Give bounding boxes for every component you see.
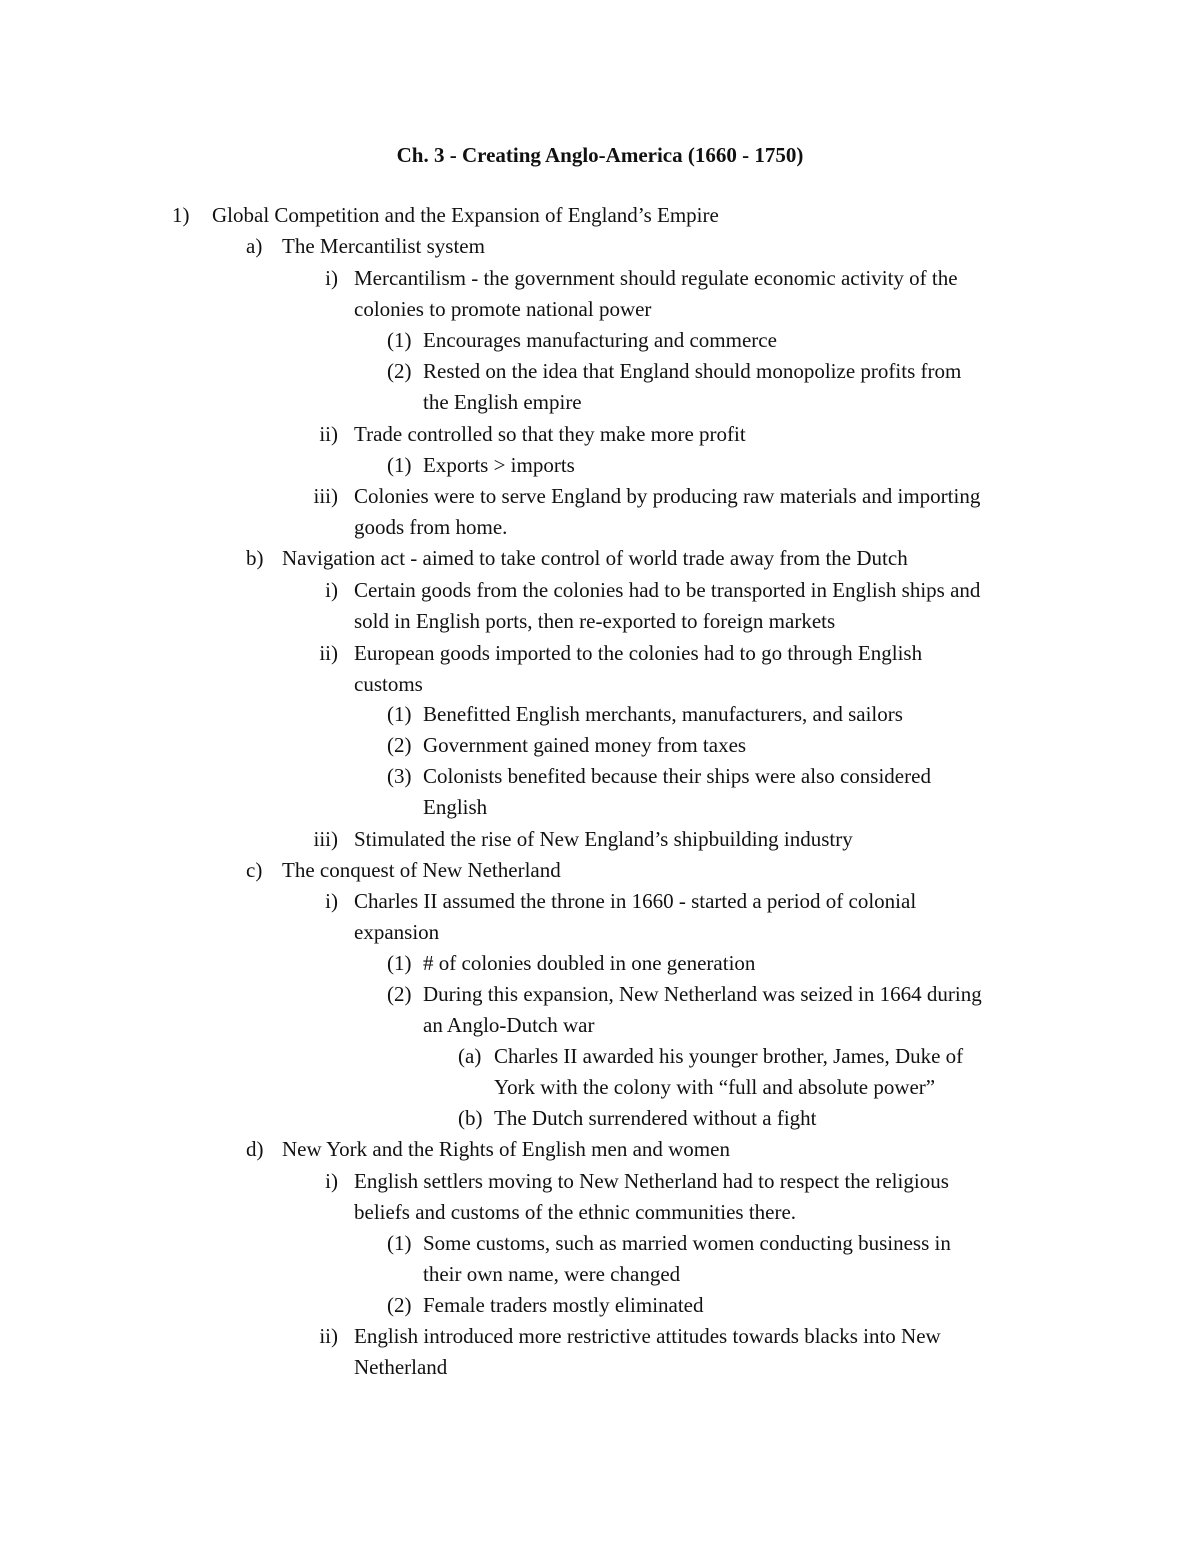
list-text: their own name, were changed xyxy=(423,1262,681,1286)
list-text: Trade controlled so that they make more profit xyxy=(354,422,746,446)
list-marker: i) xyxy=(325,578,338,602)
outline-line-continuation xyxy=(354,294,651,325)
list-text: customs xyxy=(354,672,423,696)
outline-line-level-5 xyxy=(458,1103,817,1134)
outline-line-continuation xyxy=(354,917,439,948)
list-text: Stimulated the rise of New England’s shipbuilding industry xyxy=(354,827,853,851)
list-marker: (2) xyxy=(387,982,412,1006)
list-text: # of colonies doubled in one generation xyxy=(423,951,756,975)
list-text: Mercantilism - the government should regulate economic activity of the xyxy=(354,266,958,290)
list-text: Colonists benefited because their ships were also considered xyxy=(423,764,931,788)
outline-line-level-4 xyxy=(387,1290,704,1321)
list-marker: a) xyxy=(246,234,263,258)
outline-line-level-4 xyxy=(387,948,755,979)
list-marker: (2) xyxy=(387,733,412,757)
list-text: Encourages manufacturing and commerce xyxy=(423,328,777,352)
outline-line-level-2 xyxy=(246,543,908,574)
outline-line-level-2 xyxy=(246,1134,730,1165)
outline-line-continuation xyxy=(423,792,487,823)
list-text: Benefitted English merchants, manufacturers, and sailors xyxy=(423,702,903,726)
outline-line-level-3 xyxy=(282,1321,941,1352)
list-text: During this expansion, New Netherland was seized in 1664 during xyxy=(423,982,982,1006)
list-text: the English empire xyxy=(423,390,582,414)
list-marker: ii) xyxy=(319,641,338,665)
outline-line-continuation xyxy=(354,606,835,637)
outline-line-level-4 xyxy=(387,325,777,356)
list-text: The conquest of New Netherland xyxy=(282,858,561,882)
list-marker: (2) xyxy=(387,1293,412,1317)
outline-line-level-3 xyxy=(282,1166,949,1197)
list-text: English settlers moving to New Netherland had to respect the religious xyxy=(354,1169,949,1193)
list-marker: b) xyxy=(246,546,264,570)
outline-line-continuation xyxy=(354,1197,796,1228)
list-marker: (1) xyxy=(387,951,412,975)
list-text: goods from home. xyxy=(354,515,508,539)
outline-line-level-4 xyxy=(387,699,903,730)
outline-line-level-3 xyxy=(282,824,853,855)
list-marker: c) xyxy=(246,858,263,882)
outline-line-level-3 xyxy=(282,638,922,669)
outline-line-continuation xyxy=(423,1259,680,1290)
list-text: Navigation act - aimed to take control of world trade away from the Dutch xyxy=(282,546,908,570)
list-marker: iii) xyxy=(313,827,338,851)
list-text: Rested on the idea that England should monopolize profits from xyxy=(423,359,962,383)
list-text: York with the colony with “full and absolute power” xyxy=(494,1075,936,1099)
list-text: Charles II awarded his younger brother, James, Duke of xyxy=(494,1044,964,1068)
list-text: The Mercantilist system xyxy=(282,234,485,258)
outline-line-level-4 xyxy=(387,356,961,387)
list-marker: (1) xyxy=(387,702,412,726)
outline-line-continuation xyxy=(354,669,423,700)
outline-line-level-3 xyxy=(282,419,746,450)
list-text: Female traders mostly eliminated xyxy=(423,1293,704,1317)
list-marker: (b) xyxy=(458,1106,483,1130)
list-marker: (2) xyxy=(387,359,412,383)
outline-line-level-4 xyxy=(387,450,575,481)
list-text: Global Competition and the Expansion of England’s Empire xyxy=(212,203,719,227)
outline-line-level-4 xyxy=(387,761,931,792)
list-marker: ii) xyxy=(319,1324,338,1348)
list-text: English xyxy=(423,795,488,819)
outline-line-level-5 xyxy=(458,1041,963,1072)
list-marker: (3) xyxy=(387,764,412,788)
list-marker: i) xyxy=(325,889,338,913)
outline-line-level-3 xyxy=(282,263,958,294)
list-text: New York and the Rights of English men and women xyxy=(282,1137,730,1161)
list-text: Some customs, such as married women conducting business in xyxy=(423,1231,951,1255)
list-text: Netherland xyxy=(354,1355,448,1379)
outline-line-level-4 xyxy=(387,730,746,761)
outline-line-continuation xyxy=(423,1010,594,1041)
list-marker: (a) xyxy=(458,1044,482,1068)
list-text: Certain goods from the colonies had to be transported in English ships and xyxy=(354,578,981,602)
list-text: Government gained money from taxes xyxy=(423,733,747,757)
list-text: beliefs and customs of the ethnic communities there. xyxy=(354,1200,797,1224)
outline-line-continuation xyxy=(354,1352,447,1383)
outline-line-level-3 xyxy=(282,481,980,512)
list-marker: (1) xyxy=(387,328,412,352)
list-text: European goods imported to the colonies had to go through English xyxy=(354,641,923,665)
list-text: The Dutch surrendered without a fight xyxy=(494,1106,817,1130)
list-marker: ii) xyxy=(319,422,338,446)
list-text: English introduced more restrictive attitudes towards blacks into New xyxy=(354,1324,941,1348)
list-text: Exports > imports xyxy=(423,453,575,477)
list-marker: iii) xyxy=(313,484,338,508)
list-marker: d) xyxy=(246,1137,264,1161)
list-text: Charles II assumed the throne in 1660 - started a period of colonial xyxy=(354,889,917,913)
list-marker: i) xyxy=(325,1169,338,1193)
outline-line-level-2 xyxy=(246,231,485,262)
outline-line-continuation xyxy=(423,387,582,418)
outline-line-level-4 xyxy=(387,979,982,1010)
outline-line-level-2 xyxy=(246,855,561,886)
document-title: Ch. 3 - Creating Anglo-America (1660 - 1750) xyxy=(396,143,804,167)
outline-line-level-3 xyxy=(282,575,980,606)
list-marker: 1) xyxy=(172,203,190,227)
list-text: an Anglo-Dutch war xyxy=(423,1013,595,1037)
list-marker: (1) xyxy=(387,453,412,477)
list-marker: i) xyxy=(325,266,338,290)
list-text: sold in English ports, then re-exported to foreign markets xyxy=(354,609,836,633)
outline-line-level-1 xyxy=(172,200,719,231)
list-text: colonies to promote national power xyxy=(354,297,652,321)
outline-line-continuation xyxy=(354,512,507,543)
outline-line-level-3 xyxy=(282,886,916,917)
list-marker: (1) xyxy=(387,1231,412,1255)
outline-line-continuation xyxy=(494,1072,935,1103)
list-text: Colonies were to serve England by producing raw materials and importing xyxy=(354,484,981,508)
list-text: expansion xyxy=(354,920,440,944)
outline-line-level-4 xyxy=(387,1228,951,1259)
